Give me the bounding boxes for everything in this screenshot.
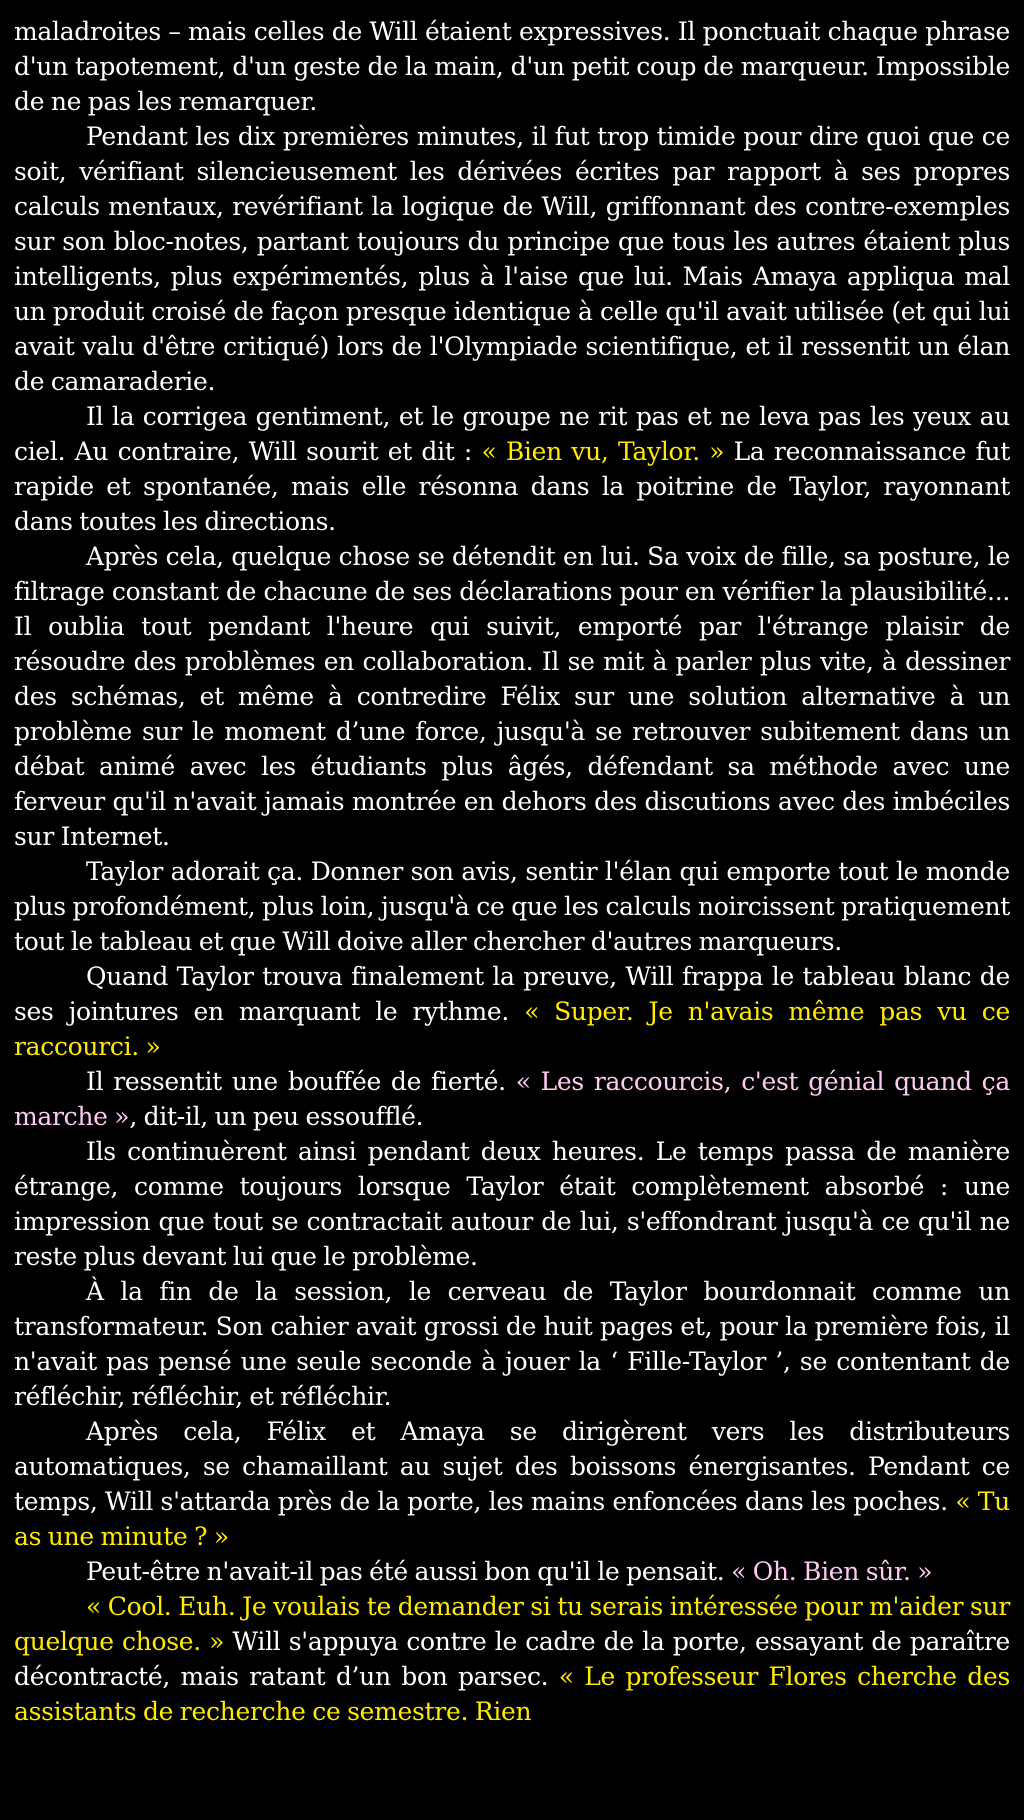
paragraph <box>14 1064 1010 1134</box>
paragraph <box>14 1134 1010 1274</box>
paragraph <box>14 1589 1010 1729</box>
paragraph <box>14 1414 1010 1554</box>
paragraph <box>14 539 1010 854</box>
paragraph <box>14 959 1010 1064</box>
narration-text: La reconnaissance fut rapide et spontanée, mais elle résonna dans la poitrine de Taylor, rayonnant dans toutes les directions. <box>14 437 1010 536</box>
narration-text: À la fin de la session, le cerveau de Taylor bourdonnait comme un transformateur. Son cahier avait grossi de huit pages et, pour la première fois, il n'avait pas pensé une seule seconde à jouer la ‘ Fille-Taylor ’, se contentant de réfléchir, réfléchir, et réfléchir. <box>14 1277 1010 1411</box>
narration-text: Quand Taylor trouva finalement la preuve, Will frappa le tableau blanc de ses jointures en marquant le rythme. <box>14 962 1010 1026</box>
will-dialogue: « Cool. Euh. Je voulais te demander si tu serais intéressée pour m'aider sur quelque chose. » <box>14 1592 1010 1656</box>
narration-text: Taylor adorait ça. Donner son avis, sentir l'élan qui emporte tout le monde plus profondément, plus loin, jusqu'à ce que les calculs noircissent pratiquement tout le tableau et que Will doive aller chercher d'autres marqueurs. <box>14 857 1010 956</box>
taylor-dialogue: « Oh. Bien sûr. » <box>731 1557 933 1586</box>
paragraph <box>14 1274 1010 1414</box>
narration-text: Ils continuèrent ainsi pendant deux heures. Le temps passa de manière étrange, comme toujours lorsque Taylor était complètement absorbé : une impression que tout se contractait autour de lui, s'effondrant jusqu'à ce qu'il ne reste plus devant lui que le problème. <box>14 1137 1010 1271</box>
paragraph <box>14 1554 1010 1589</box>
will-dialogue: « Super. Je n'avais même pas vu ce raccourci. » <box>14 997 1010 1061</box>
narration-text: maladroites – mais celles de Will étaient expressives. Il ponctuait chaque phrase d'un tapotement, d'un geste de la main, d'un petit coup de marqueur. Impossible de ne pas les remarquer. <box>14 17 1010 116</box>
paragraph <box>14 14 1010 119</box>
paragraph <box>14 119 1010 399</box>
narration-text: Il ressentit une bouffée de fierté. <box>86 1067 516 1096</box>
narration-text: Après cela, Félix et Amaya se dirigèrent vers les distributeurs automatiques, se chamaillant au sujet des boissons énergisantes. Pendant ce temps, Will s'attarda près de la porte, les mains enfoncées dans les poches. <box>14 1417 1010 1516</box>
narration-text: Peut-être n'avait-il pas été aussi bon qu'il le pensait. <box>86 1557 732 1586</box>
taylor-dialogue: « Les raccourcis, c'est génial quand ça marche » <box>14 1067 1010 1131</box>
narration-text: Will s'appuya contre le cadre de la porte, essayant de paraître décontracté, mais ratant d’un bon parsec. <box>14 1627 1010 1691</box>
will-dialogue: « Tu as une minute ? » <box>14 1487 1010 1551</box>
narration-text: Pendant les dix premières minutes, il fut trop timide pour dire quoi que ce soit, vérifiant silencieusement les dérivées écrites par rapport à ses propres calculs mentaux, revérifiant la logique de Will, griffonnant des contre-exemples sur son bloc-notes, partant toujours du principe que tous les autres étaient plus intelligents, plus expérimentés, plus à l'aise que lui. Mais Amaya appliqua mal un produit croisé de façon presque identique à celle qu'il avait utilisée (et qui lui avait valu d'être critiqué) lors de l'Olympiade scientifique, et il ressentit un élan de camaraderie. <box>14 122 1010 396</box>
narration-text: Il la corrigea gentiment, et le groupe ne rit pas et ne leva pas les yeux au ciel. Au contraire, Will sourit et dit : <box>14 402 1010 466</box>
paragraph <box>14 399 1010 539</box>
paragraph <box>14 854 1010 959</box>
will-dialogue: « Le professeur Flores cherche des assistants de recherche ce semestre. Rien <box>14 1662 1010 1726</box>
narration-text: , dit-il, un peu essoufflé. <box>129 1102 424 1131</box>
narration-text: Après cela, quelque chose se détendit en lui. Sa voix de fille, sa posture, le filtrage constant de chacune de ses déclarations pour en vérifier la plausibilité... Il oublia tout pendant l'heure qui suivit, emporté par l'étrange plaisir de résoudre des problèmes en collaboration. Il se mit à parler plus vite, à dessiner des schémas, et même à contredire Félix sur une solution alternative à un problème sur le moment d’une force, jusqu'à se retrouver subitement dans un débat animé avec les étudiants plus âgés, défendant sa méthode avec une ferveur qu'il n'avait jamais montrée en dehors des discutions avec des imbéciles sur Internet. <box>14 542 1010 851</box>
will-dialogue: « Bien vu, Taylor. » <box>481 437 725 466</box>
